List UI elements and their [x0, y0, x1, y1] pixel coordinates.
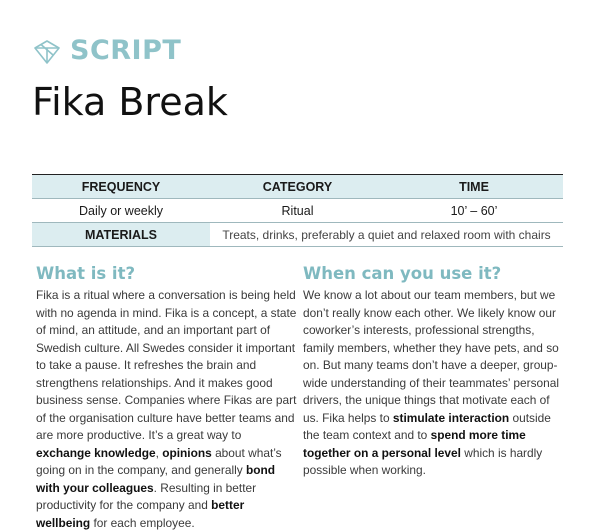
materials-value: Treats, drinks, preferably a quiet and relaxed room with chairs	[210, 223, 563, 247]
when-text-1: We know a lot about our team members, but we don’t really know each other. We likely know our coworker’s interests, professional strengths, family members, whether they have pets, and so on. But many teams don’t have a deeper, group-wide understanding of their teammates’ personal drivers, the unique things that motivate each of us. Fika helps to	[303, 288, 560, 425]
when-body	[303, 287, 565, 480]
time-header: TIME	[385, 175, 563, 199]
materials-row	[32, 223, 563, 247]
time-value: 10’ – 60’	[385, 199, 563, 223]
what-bold-2: opinions	[162, 445, 212, 460]
frequency-value: Daily or weekly	[32, 199, 210, 223]
what-text-5: for each employee.	[90, 515, 195, 530]
when-text-3: which is hardly possible when working.	[303, 445, 543, 477]
info-table	[32, 174, 563, 247]
what-text-3: about what’s going on in the company, and generally	[36, 445, 282, 477]
what-bold-3: bond with your colleagues	[36, 463, 276, 495]
page-title: Fika Break	[32, 80, 228, 124]
what-body	[36, 287, 298, 532]
when-section	[303, 264, 565, 480]
frequency-header: FREQUENCY	[32, 175, 210, 199]
info-values-row	[32, 199, 563, 223]
what-section	[36, 264, 298, 532]
when-heading: When can you use it?	[303, 264, 502, 283]
what-text-4: . Resulting in better productivity for the company and	[36, 480, 257, 512]
category-header: CATEGORY	[210, 175, 385, 199]
info-header-row	[32, 175, 563, 199]
script-logo-icon	[34, 40, 60, 64]
when-text-2: outside the team context and to	[303, 410, 551, 442]
when-bold-1: stimulate interaction	[392, 410, 510, 425]
what-text-2: ,	[155, 445, 163, 460]
brand-label: SCRIPT	[70, 35, 182, 66]
category-value: Ritual	[210, 199, 385, 223]
when-bold-2: spend more time together on a personal level	[303, 428, 526, 460]
what-text-1: Fika is a ritual where a conversation is being held with no agenda in mind. Fika is a concept, a state of mind, an attitude, and an important part of Swedish culture. All Swedes consider it important to take a pause. It refreshes the brain and strengthens relationships. And it makes good business sense. Companies where Fikas are part of the organisation culture have better teams and are more productive. It’s a great way to	[36, 288, 297, 442]
what-heading: What is it?	[36, 264, 136, 283]
what-bold-1: exchange knowledge	[36, 445, 156, 460]
what-bold-4: better wellbeing	[36, 498, 245, 530]
materials-label: MATERIALS	[32, 223, 210, 247]
